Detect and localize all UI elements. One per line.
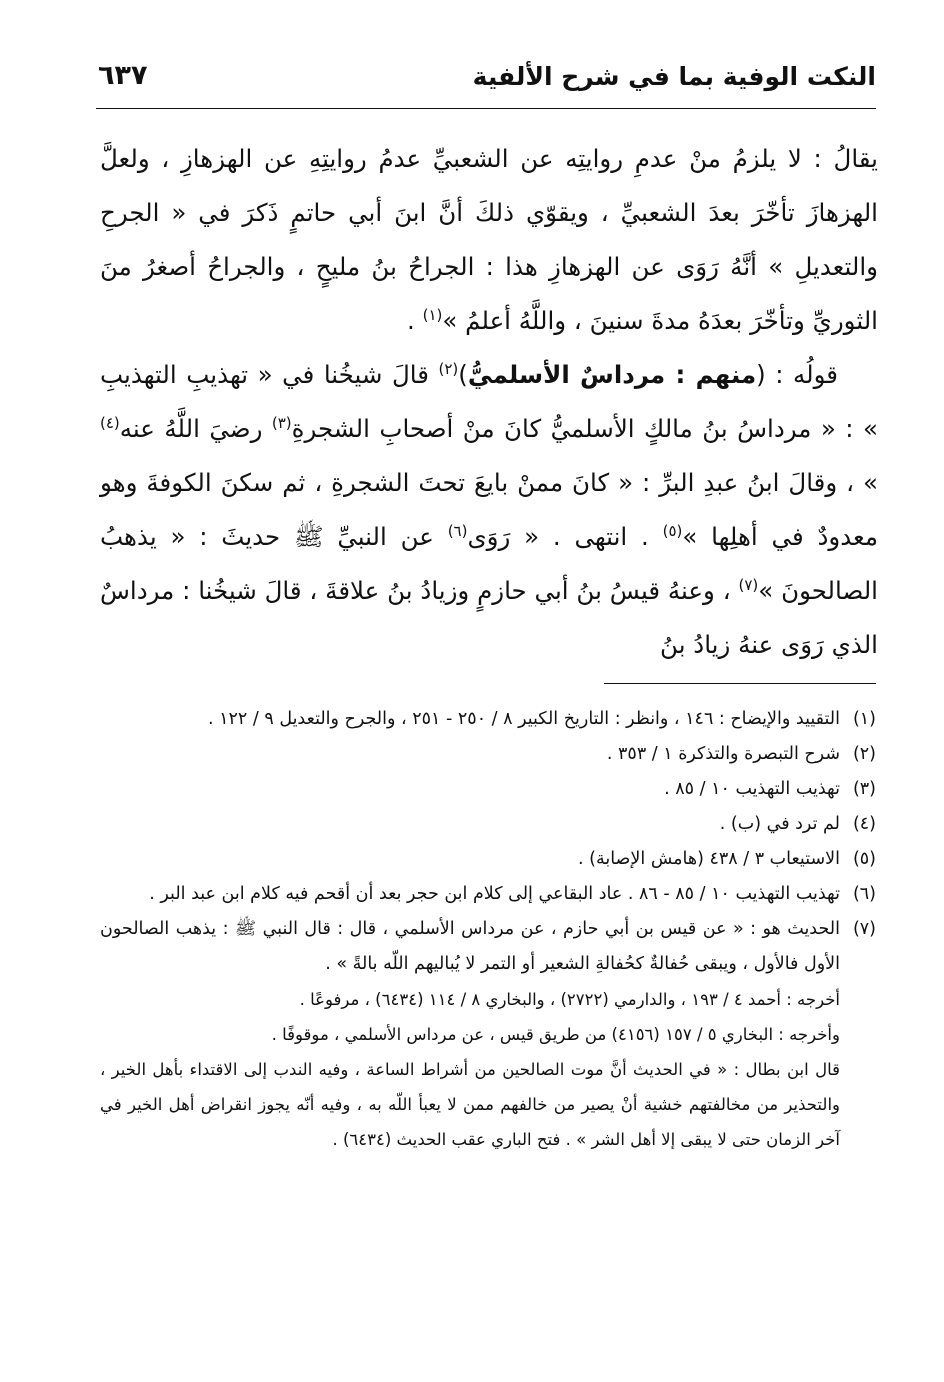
- paragraph-2: [100, 348, 878, 672]
- paragraph-1-text: يقالُ : لا يلزمُ منْ عدمِ روايتِه عن الشعبيِّ عدمُ روايتِهِ عن الهزهازِ ، ولعلَّ الهزهازَ تأخّرَ بعدَ الشعبيِّ ، ويقوّي ذلكَ أنَّ ابنَ أبي حاتمٍ ذَكرَ في « الجرحِ والتعديلِ » أنَّهُ رَوَى عن الهزهازِ هذا : الجراحُ بنُ مليحٍ ، والجراحُ أصغرُ منَ الثوريِّ وتأخّرَ بعدَهُ مدةَ سنينَ ، واللَّهُ أعلمُ »: [100, 144, 878, 335]
- book-title: النكت الوفية بما في شرح الألفية: [472, 62, 876, 91]
- footnote-number: (٧): [852, 919, 876, 939]
- footnote-ref-7: (٧): [738, 576, 759, 594]
- footnote-text: التقييد والإيضاح : ١٤٦ ، وانظر : التاريخ الكبير ٨ / ٢٥٠ - ٢٥١ ، والجرح والتعديل ٩ / ١٢٢ .: [207, 709, 840, 729]
- paragraph-2-part-a: قولُه : (: [756, 360, 838, 389]
- paragraph-2-part-h: ، وعنهُ قيسُ بنُ أبي حازمٍ وزيادُ بنُ علاقةَ ، قالَ شيخُنا : مرداسٌ الذي رَوَى عنهُ زيادُ بنُ: [100, 576, 878, 659]
- footnote-ref-2: (٢): [438, 360, 459, 378]
- paragraph-2-part-d: رضيَ اللَّهُ عنه: [119, 414, 272, 443]
- footnote-number: (١): [852, 709, 876, 729]
- footnote-number: (٢): [852, 744, 876, 764]
- footnote-ref-6: (٦): [447, 522, 468, 540]
- footnote-number: (٦): [852, 884, 876, 904]
- footnote-divider: [604, 683, 876, 684]
- paragraph-2-part-e: » ، وقالَ ابنُ عبدِ البرِّ : « كانَ ممنْ بايعَ تحتَ الشجرةِ ، ثم سكنَ الكوفةَ وهو معدودٌ في أهلِها »: [100, 468, 879, 551]
- footnote-number: (٤): [852, 814, 876, 834]
- footnote-text: الحديث هو : « عن قيس بن أبي حازم ، عن مرداس الأسلمي ، قال : قال النبي ﷺ : يذهب الصالحون الأول فالأول ، ويبقى حُفالةٌ كحُفالةِ الشعير أو التمر لا يُباليهم اللّه بالةً » .: [100, 919, 840, 974]
- paragraph-2-part-c: قالَ شيخُنا في « تهذيبِ التهذيبِ » : « مرداسُ بنُ مالكٍ الأسلميُّ كانَ منْ أصحابِ الشجرةِ: [100, 360, 878, 443]
- footnote-number: (٣): [852, 779, 876, 799]
- main-text: [100, 132, 878, 672]
- paragraph-1-end: .: [407, 306, 423, 335]
- footnote-4: [100, 807, 876, 842]
- footnote-7-commentary: قال ابن بطال : « في الحديث أنَّ موت الصالحين من أشراط الساعة ، وفيه الندب إلى الاقتداء بأهل الخير ، والتحذير من مخالفتهم خشية أنْ يصير من خالفهم ممن لا يعبأ اللّه به ، وفيه أنّه يجوز انقراض أهل الخير في آخر الزمان حتى لا يبقى إلا أهل الشر » . فتح الباري عقب الحديث (٦٤٣٤) .: [100, 1060, 840, 1149]
- footnote-6: [100, 877, 876, 912]
- page-number: ٦٣٧: [98, 60, 148, 91]
- paragraph-2-part-g: عن النبيِّ ﷺ حديثَ : « يذهبُ الصالحونَ »: [100, 522, 878, 605]
- footnote-number: (٥): [852, 849, 876, 869]
- footnote-1: [100, 702, 876, 737]
- footnote-ref-3: (٣): [271, 414, 292, 432]
- footnote-text: لم ترد في (ب) .: [719, 814, 840, 834]
- footnote-ref-4: (٤): [100, 414, 120, 432]
- paragraph-2-part-f: . انتهى . « رَوَى: [467, 522, 663, 551]
- footnote-7-takhrij-2: وأخرجه : البخاري ٥ / ١٥٧ (٤١٥٦) من طريق قيس ، عن مرداس الأسلمي ، موقوفًا .: [271, 1025, 840, 1044]
- footnote-3: [100, 772, 876, 807]
- footnote-7-takhrij-1: أخرجه : أحمد ٤ / ١٩٣ ، والدارمي (٢٧٢٢) ، والبخاري ٨ / ١١٤ (٦٤٣٤) ، مرفوعًا .: [299, 990, 840, 1009]
- footnote-2: [100, 737, 876, 772]
- entry-heading: منهم : مرداسٌ الأسلميُّ: [467, 360, 757, 389]
- footnotes: [100, 702, 876, 1157]
- footnote-text: شرح التبصرة والتذكرة ١ / ٣٥٣ .: [606, 744, 840, 764]
- footnote-text: تهذيب التهذيب ١٠ / ٨٥ - ٨٦ . عاد البقاعي إلى كلام ابن حجر بعد أن أقحم فيه كلام ابن عبد البر .: [149, 884, 840, 904]
- footnote-7: [100, 912, 876, 982]
- footnote-5: [100, 842, 876, 877]
- paragraph-1: [100, 132, 878, 348]
- paragraph-2-part-b: ): [458, 360, 468, 389]
- page-header: [96, 52, 876, 109]
- footnote-text: تهذيب التهذيب ١٠ / ٨٥ .: [664, 779, 840, 799]
- footnote-text: الاستيعاب ٣ / ٤٣٨ (هامش الإصابة) .: [578, 849, 840, 869]
- footnote-ref-1: (١): [422, 306, 443, 324]
- footnote-ref-5: (٥): [662, 522, 683, 540]
